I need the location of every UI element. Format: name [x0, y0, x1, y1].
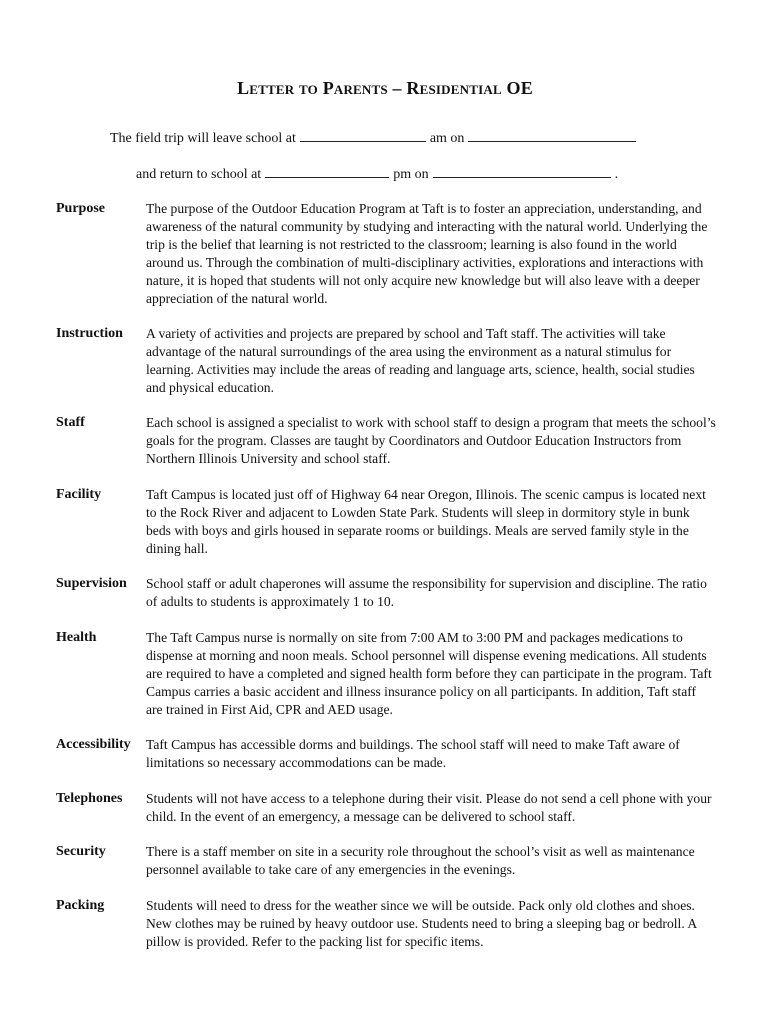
section-label: Purpose [56, 201, 105, 216]
return-prefix: and return to school at [136, 167, 262, 182]
section-label: Facility [56, 487, 102, 502]
leave-prefix: The field trip will leave school at [110, 131, 296, 146]
return-time-blank[interactable] [265, 165, 389, 178]
section-text: Students will not have access to a telephone during their visit. Please do not send a cell phone with your child. In the event of an emergency, a message can be delivered to school staff. [146, 791, 712, 824]
return-line [136, 165, 618, 183]
section-security [56, 843, 716, 879]
return-mid: pm on [393, 167, 429, 182]
section-facility [56, 486, 716, 558]
section-purpose [56, 200, 716, 308]
return-end: . [614, 167, 619, 182]
section-supervision [56, 575, 716, 611]
section-label: Accessibility [56, 737, 131, 752]
section-telephones [56, 790, 716, 826]
section-label: Instruction [56, 326, 123, 341]
section-packing [56, 897, 716, 951]
section-label: Telephones [56, 791, 123, 806]
section-text: School staff or adult chaperones will assume the responsibility for supervision and discipline. The ratio of adults to students is approximately 1 to 10. [146, 576, 707, 609]
section-label: Staff [56, 415, 85, 430]
leave-mid: am on [429, 131, 465, 146]
section-text: The purpose of the Outdoor Education Program at Taft is to foster an appreciation, understanding, and awareness of the natural community by studying and interacting with the natural world. Underlying the trip is the belief that learning is not restricted to the classroom; learning is also found in the world around us. Through the combination of multi-disciplinary activities, explorations and interactions with nature, it is hoped that students will not only acquire new knowledge but will also leave with a deeper appreciation of the natural world. [146, 201, 708, 306]
leave-time-blank[interactable] [300, 129, 426, 142]
section-label: Security [56, 844, 106, 859]
section-text: Students will need to dress for the weather since we will be outside. Pack only old clothes and shoes. New clothes may be ruined by heavy outdoor use. Students need to bring a sleeping bag or bedroll. A pillow is provided. Refer to the packing list for specific items. [146, 898, 697, 949]
section-staff [56, 414, 716, 468]
section-label: Supervision [56, 576, 127, 591]
section-health [56, 629, 716, 719]
section-text: There is a staff member on site in a security role throughout the school’s visit as well as maintenance personnel available to take care of any emergencies in the evenings. [146, 844, 695, 877]
return-date-blank[interactable] [433, 165, 611, 178]
section-label: Health [56, 630, 97, 645]
section-instruction [56, 325, 716, 397]
section-text: Each school is assigned a specialist to work with school staff to design a program that meets the school’s goals for the program. Classes are taught by Coordinators and Outdoor Education Instructors from Northern Illinois University and school staff. [146, 415, 716, 466]
section-accessibility [56, 736, 716, 772]
section-text: The Taft Campus nurse is normally on site from 7:00 AM to 3:00 PM and packages medications to dispense at morning and noon meals. School personnel will dispense evening medications. All students are required to have a completed and signed health form before they can participate in the program. Taft Campus carries a basic accident and illness insurance policy on all participants. In addition, Taft staff are trained in First Aid, CPR and AED usage. [146, 630, 712, 717]
section-label: Packing [56, 898, 105, 913]
section-text: A variety of activities and projects are prepared by school and Taft staff. The activities will take advantage of the natural surroundings of the area using the environment as a natural stimulus for learning. Activities may include the areas of reading and language arts, science, health, social studies and physical education. [146, 326, 695, 395]
leave-date-blank[interactable] [468, 129, 636, 142]
page-title: Letter to Parents – Residential OE [237, 78, 533, 98]
section-text: Taft Campus is located just off of Highway 64 near Oregon, Illinois. The scenic campus is located next to the Rock River and adjacent to Lowden State Park. Students will sleep in dormitory style in bunk beds with boys and girls housed in separate rooms or buildings. Meals are served family style in the dining hall. [146, 487, 706, 556]
section-text: Taft Campus has accessible dorms and buildings. The school staff will need to make Taft aware of limitations so necessary accommodations can be made. [146, 737, 680, 770]
leave-line [110, 129, 640, 147]
